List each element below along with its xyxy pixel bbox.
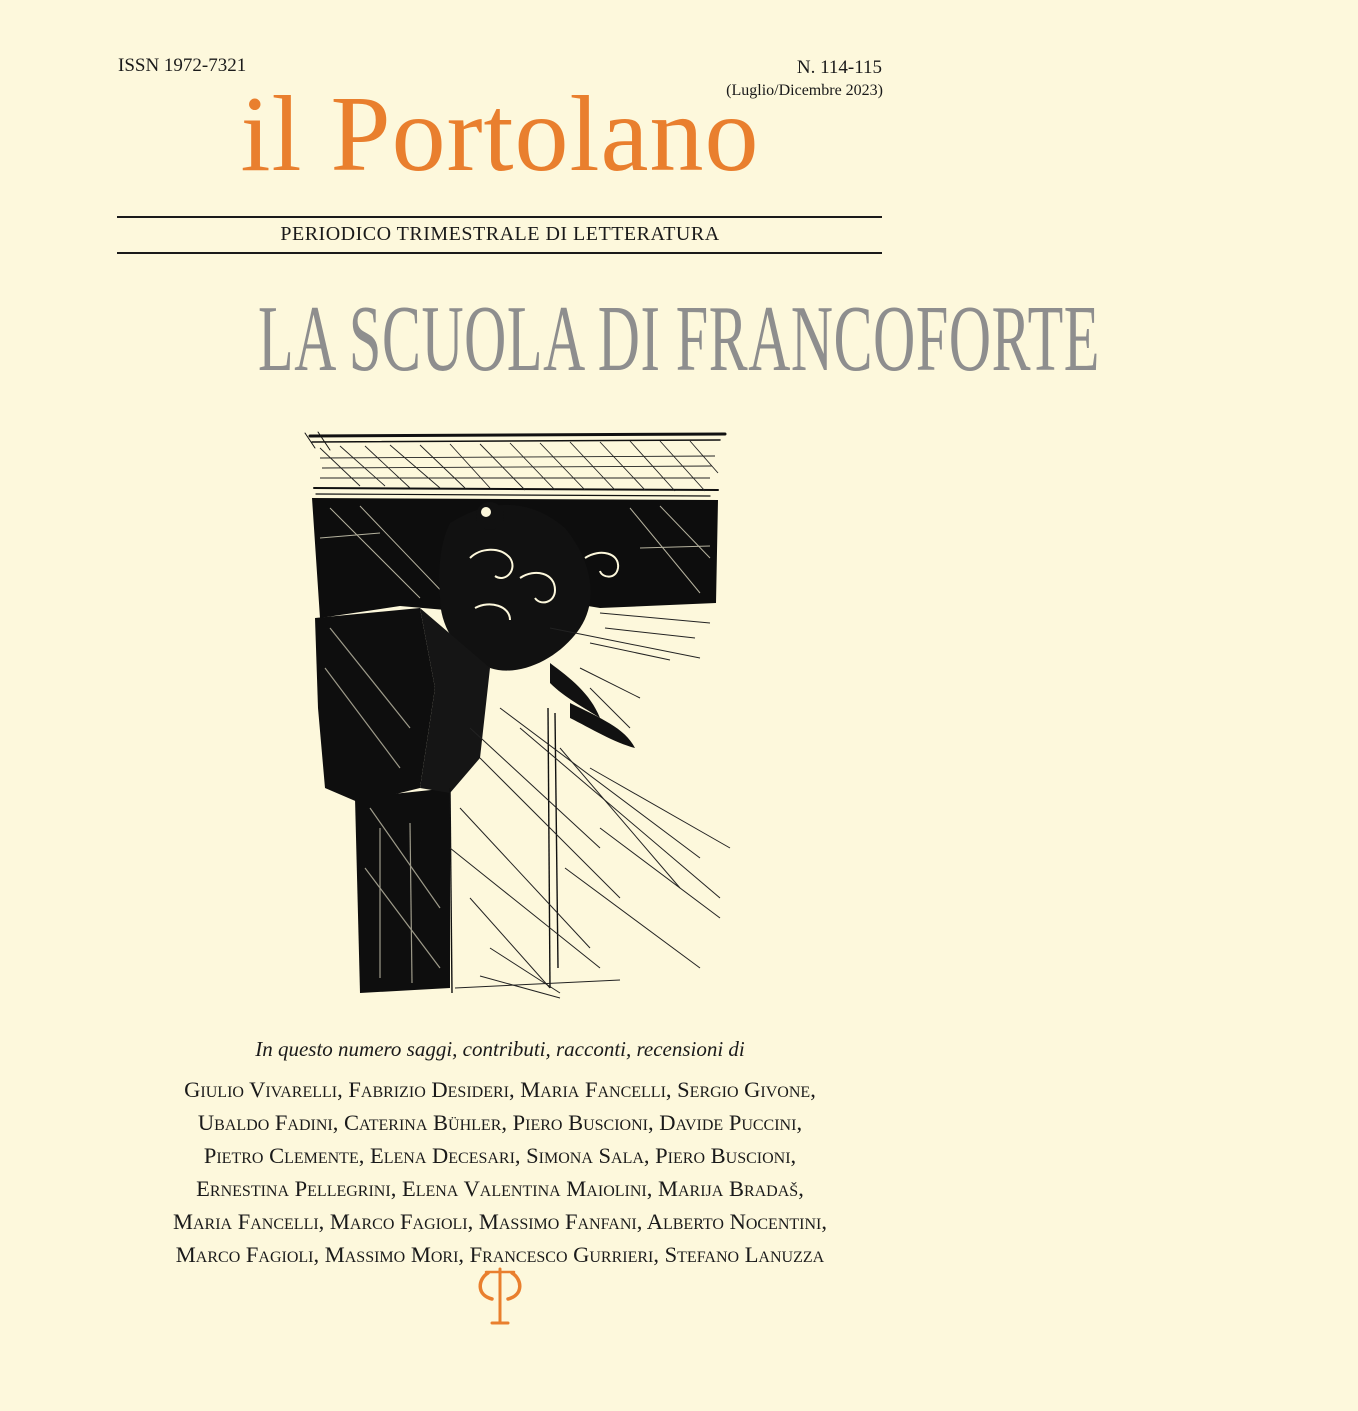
author-line: Maria Fancelli, Marco Fagioli, Massimo Fanfani, Alberto Nocentini, [172, 1209, 827, 1234]
theme-title: LA SCUOLA DI FRANCOFORTE [258, 287, 1101, 391]
capital-sketch-illustration [300, 428, 740, 1003]
author-line: Giulio Vivarelli, Fabrizio Desideri, Maria Fancelli, Sergio Givone, [184, 1077, 816, 1102]
publisher-logo-icon [470, 1265, 530, 1327]
divider-bottom [117, 252, 882, 254]
author-line: Ernestina Pellegrini, Elena Valentina Maiolini, Marija Bradaš, [196, 1176, 804, 1201]
journal-subtitle: PERIODICO TRIMESTRALE DI LETTERATURA [280, 223, 720, 245]
issn-number: ISSN 1972-7321 [118, 55, 247, 76]
issue-date: (Luglio/Dicembre 2023) [726, 82, 883, 99]
author-list [0, 1073, 1000, 1271]
theme-title-wrapper [0, 285, 1101, 415]
divider-top [117, 216, 882, 218]
journal-title: il Portolano [240, 75, 760, 194]
contents-intro: In questo numero saggi, contributi, racconti, recensioni di [255, 1037, 745, 1061]
author-line: Marco Fagioli, Massimo Mori, Francesco Gurrieri, Stefano Lanuzza [175, 1242, 825, 1267]
author-line: Pietro Clemente, Elena Decesari, Simona Sala, Piero Buscioni, [203, 1143, 797, 1168]
issue-number: N. 114-115 [796, 57, 882, 78]
author-line: Ubaldo Fadini, Caterina Bühler, Piero Buscioni, Davide Puccini, [197, 1110, 803, 1135]
